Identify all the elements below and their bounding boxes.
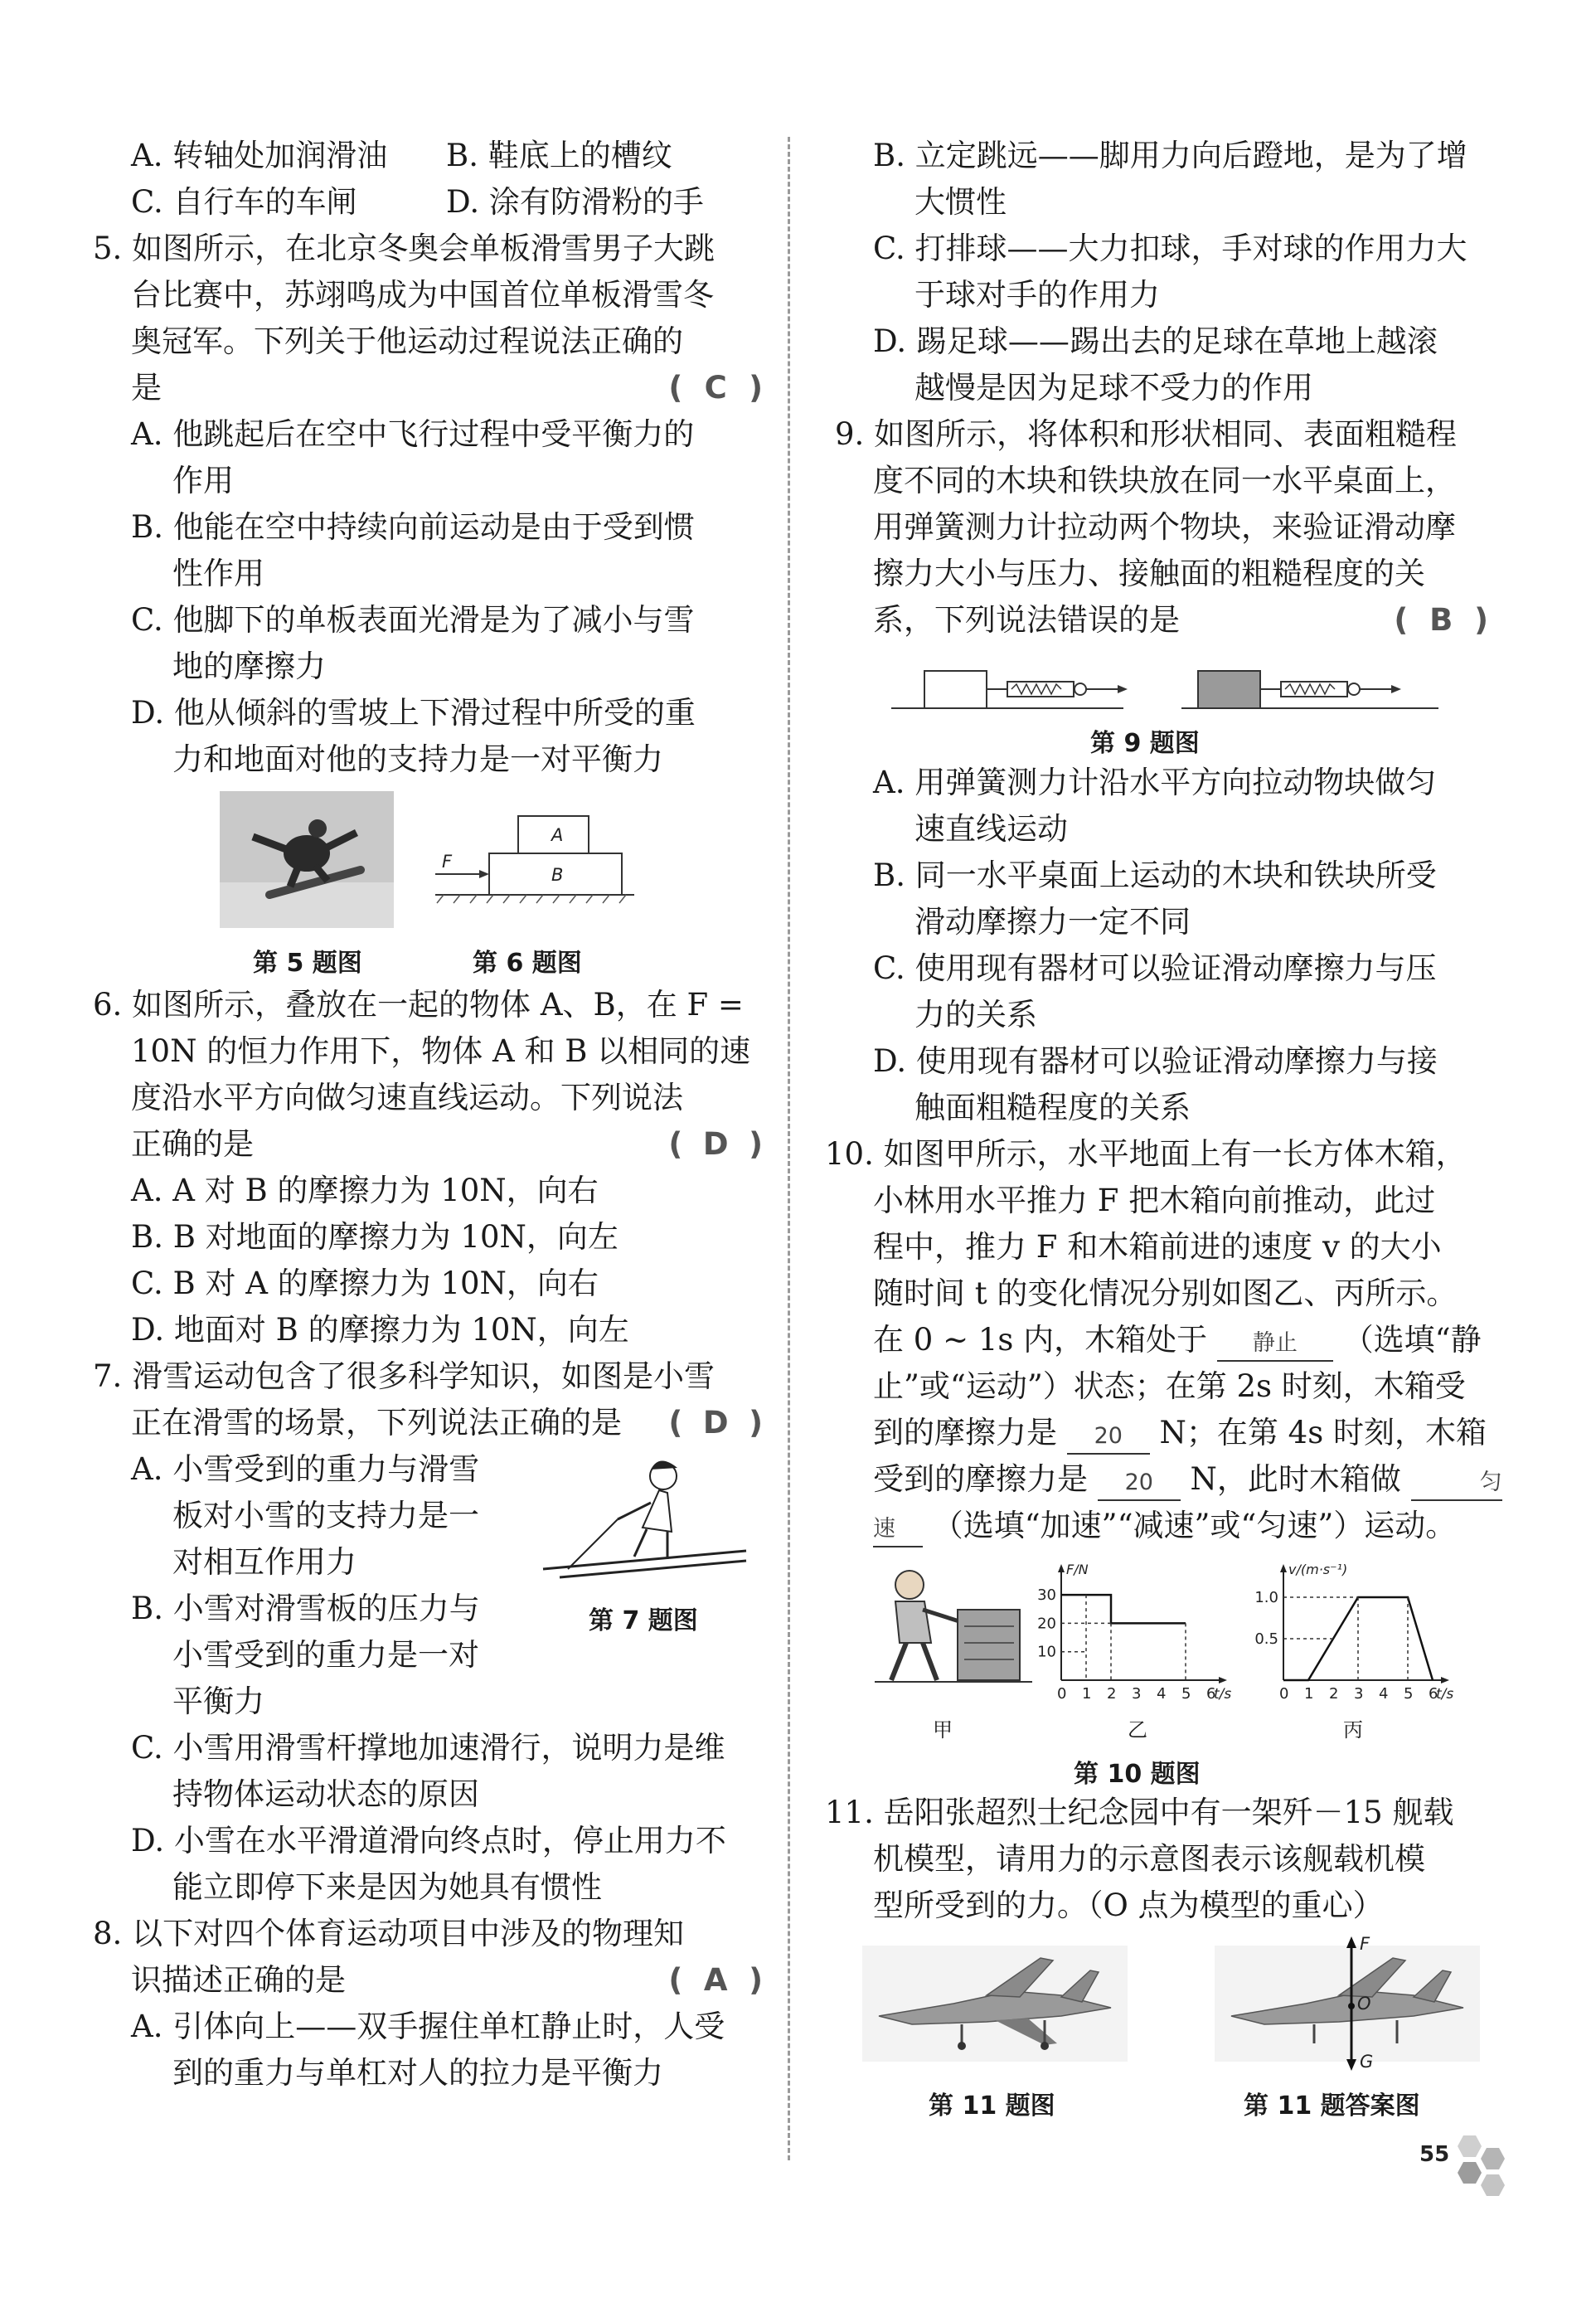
q6-option-d: D. 地面对 B 的摩擦力为 10N，向左: [131, 1312, 629, 1348]
q9-line: 用弹簧测力计拉动两个物块，来验证滑动摩: [873, 509, 1456, 545]
x-tick-label: 5: [1181, 1685, 1191, 1701]
y-axis-arrow: [1280, 1564, 1287, 1572]
q4-option-c: C. 自行车的车闸: [131, 184, 357, 220]
skier-figure: [535, 1453, 759, 1586]
x-axis-label: t/s: [1436, 1686, 1454, 1701]
q5-option-b: B. 他能在空中持续向前运动是由于受到惯: [131, 509, 695, 545]
q4-option-b: B. 鞋底上的槽纹: [446, 138, 672, 173]
q7-option-d-cont: 能立即停下来是因为她具有惯性: [172, 1869, 602, 1905]
y-tick-label: 10: [1037, 1643, 1056, 1661]
q9-option-d: D. 使用现有器材可以验证滑动摩擦力与接: [873, 1043, 1438, 1079]
q8-option-c-cont: 于球对手的作用力: [914, 277, 1160, 313]
x-tick-label: 4: [1379, 1685, 1389, 1701]
q9-line: 擦力大小与压力、接触面的粗糙程度的关: [873, 556, 1425, 591]
q9-option-c-cont: 力的关系: [914, 997, 1037, 1032]
q6-line: 度沿水平方向做匀速直线运动。下列说法: [131, 1080, 683, 1115]
blocks-diagram: [427, 791, 643, 928]
q10-blank-2: 20: [1067, 1420, 1150, 1455]
label-bing: 丙: [1343, 1718, 1363, 1742]
y-axis-label: v/(m·s⁻¹): [1288, 1562, 1348, 1577]
q8-answer: ( A ): [668, 1962, 763, 1998]
q5-line: 是 ( C ): [83, 365, 763, 411]
column-divider: [788, 137, 790, 2160]
q7-option-a: A. 小雪受到的重力与滑雪: [131, 1451, 480, 1487]
x-tick-label: 0: [1279, 1685, 1289, 1701]
q4-option-d: D. 涂有防滑粉的手: [446, 184, 704, 220]
fig-9-caption: 第 9 题图: [1090, 729, 1200, 758]
q5-option-c: C. 他脚下的单板表面光滑是为了减小与雪: [131, 602, 695, 638]
q7-option-c: C. 小雪用滑雪杆撑地加速滑行，说明力是维: [131, 1730, 725, 1766]
left-column: [83, 133, 763, 2096]
q9-option-b-cont: 滑动摩擦力一定不同: [914, 904, 1191, 940]
q10-blank-3: 20: [1098, 1466, 1181, 1501]
fig-5-caption: 第 5 题图: [253, 949, 362, 978]
q7-line: 7. 滑雪运动包含了很多科学知识，如图是小雪: [93, 1358, 716, 1394]
chart-yi: [1028, 1556, 1235, 1701]
q8-option-c: C. 打排球——大力扣球，手对球的作用力大: [873, 231, 1467, 266]
q6-option-b: B. B 对地面的摩擦力为 10N，向左: [131, 1219, 619, 1255]
fig-7-caption: 第 7 题图: [589, 1606, 698, 1635]
q11-line: 11. 岳阳张超烈士纪念园中有一架歼－15 舰载: [825, 1795, 1454, 1830]
pushing-box-figure: [875, 1564, 1032, 1697]
x-tick-label: 1: [1082, 1685, 1092, 1701]
x-tick-label: 1: [1304, 1685, 1314, 1701]
y-tick-label: 30: [1037, 1586, 1056, 1605]
x-tick-label: 6: [1206, 1685, 1216, 1701]
q9-line: 度不同的木块和铁块放在同一水平桌面上，: [873, 463, 1456, 498]
q7-option-c-cont: 持物体运动状态的原因: [172, 1776, 479, 1812]
q7-option-d: D. 小雪在水平滑道滑向终点时，停止用力不: [131, 1823, 726, 1858]
q9-answer: ( B ): [1394, 602, 1488, 638]
q7-option-b: B. 小雪对滑雪板的压力与: [131, 1591, 480, 1626]
q5-option-d: D. 他从倾斜的雪坡上下滑过程中所受的重: [131, 695, 696, 731]
q10-line: 随时间 t 的变化情况分别如图乙、丙所示。: [873, 1275, 1458, 1311]
x-tick-label: 3: [1354, 1685, 1364, 1701]
q9-line: 9. 如图所示，将体积和形状相同、表面粗糙程: [835, 416, 1458, 452]
q9-option-b: B. 同一水平桌面上运动的木块和铁块所受: [873, 857, 1437, 893]
q10-blank-1: 静止: [1217, 1327, 1333, 1362]
x-tick-label: 3: [1132, 1685, 1142, 1701]
q7-line: 正在滑雪的场景，下列说法正确的是 ( D ): [83, 1400, 763, 1446]
hexagon-decoration-icon: [1438, 2131, 1530, 2206]
q8-line: 8. 以下对四个体育运动项目中涉及的物理知: [93, 1916, 685, 1951]
q10-blank-4a: 匀: [1411, 1466, 1502, 1501]
q8-option-d: D. 踢足球——踢出去的足球在草地上越滚: [873, 323, 1438, 359]
q7-option-b-cont: 小雪受到的重力是一对: [172, 1637, 479, 1673]
fig-6-caption: 第 6 题图: [473, 949, 582, 978]
x-axis-label: t/s: [1214, 1686, 1232, 1701]
q9-line: 系，下列说法错误的是 ( B ): [825, 597, 1488, 644]
x-tick-label: 0: [1057, 1685, 1067, 1701]
q10-line: 小林用水平推力 F 把木箱向前推动，此过: [873, 1183, 1436, 1218]
q11-line: 型所受到的力。（O 点为模型的重心）: [873, 1887, 1384, 1923]
q8-option-a-cont: 到的重力与单杠对人的拉力是平衡力: [172, 2055, 663, 2091]
q8-line: 识描述正确的是 ( A ): [83, 1957, 763, 2004]
q6-line: 10N 的恒力作用下，物体 A 和 B 以相同的速: [131, 1033, 751, 1069]
fig-10: [825, 1549, 1488, 1789]
friction-setup-diagram: [842, 650, 1488, 717]
q7-option-b-cont: 平衡力: [172, 1683, 264, 1719]
x-tick-label: 2: [1107, 1685, 1117, 1701]
jet-model-figure: [862, 1946, 1128, 2062]
fig-10-caption: 第 10 题图: [1074, 1760, 1201, 1789]
q5-option-a-cont: 作用: [172, 463, 234, 498]
q7-options-with-figure: [83, 1446, 763, 1725]
label-f-support: F: [1360, 1934, 1370, 1954]
q9-option-d-cont: 触面粗糙程度的关系: [914, 1090, 1191, 1125]
fig-5-6: [83, 783, 763, 982]
q10-line: 止”或“运动”）状态；在第 2s 时刻，木箱受: [873, 1368, 1466, 1404]
x-tick-label: 5: [1404, 1685, 1414, 1701]
q10-line: 到的摩擦力是 20 N；在第 4s 时刻，木箱: [825, 1410, 1488, 1456]
chart-bing: [1244, 1556, 1459, 1701]
q5-line: 台比赛中，苏翊鸣成为中国首位单板滑雪冬: [131, 277, 714, 313]
fig-11-caption: 第 11 题图: [929, 2092, 1055, 2121]
q4-option-a: A. 转轴处加润滑油: [131, 138, 388, 173]
x-axis-arrow: [1441, 1677, 1449, 1683]
q8-option-b: B. 立定跳远——脚用力向后蹬地，是为了增: [873, 138, 1467, 173]
y-axis-label: F/N: [1066, 1562, 1089, 1577]
jet-model-answer-figure: [1215, 1933, 1480, 2074]
q5-option-a: A. 他跳起后在空中飞行过程中受平衡力的: [131, 416, 695, 452]
y-tick-label: 1.0: [1254, 1589, 1278, 1606]
q6-option-a: A. A 对 B 的摩擦力为 10N，向右: [131, 1173, 599, 1208]
x-tick-label: 6: [1429, 1685, 1438, 1701]
q9-option-a-cont: 速直线运动: [914, 811, 1068, 847]
q8-option-d-cont: 越慢是因为足球不受力的作用: [914, 370, 1313, 406]
x-axis-arrow: [1219, 1677, 1227, 1683]
q5-option-c-cont: 地的摩擦力: [172, 649, 326, 684]
label-jia: 甲: [933, 1718, 953, 1742]
q4-options-cd: [83, 179, 763, 226]
q7-answer: ( D ): [668, 1405, 763, 1441]
q5-line: 5. 如图所示，在北京冬奥会单板滑雪男子大跳: [93, 231, 716, 266]
q5-answer: ( C ): [668, 370, 763, 406]
q5-option-b-cont: 性作用: [172, 556, 264, 591]
q8-option-b-cont: 大惯性: [914, 184, 1007, 220]
label-yi: 乙: [1128, 1718, 1147, 1742]
fig-9: [825, 644, 1488, 760]
q9-option-a: A. 用弹簧测力计沿水平方向拉动物块做匀: [873, 765, 1437, 800]
q10-line: 速 （选填“加速”“减速”或“匀速”）运动。: [825, 1503, 1488, 1549]
label-f: F: [442, 852, 453, 872]
x-tick-label: 4: [1157, 1685, 1167, 1701]
label-a: A: [551, 825, 564, 845]
q10-line: 受到的摩擦力是 20 N，此时木箱做 匀: [825, 1456, 1488, 1503]
q6-option-c: C. B 对 A 的摩擦力为 10N，向右: [131, 1266, 599, 1301]
right-column: [825, 133, 1502, 2121]
series-line: [1061, 1595, 1186, 1623]
q6-answer: ( D ): [668, 1126, 763, 1162]
label-g: G: [1360, 2052, 1374, 2072]
q7-option-a-cont: 板对小雪的支持力是一: [172, 1498, 479, 1533]
y-tick-label: 0.5: [1254, 1630, 1278, 1648]
y-tick-label: 20: [1037, 1615, 1056, 1633]
q9-option-c: C. 使用现有器材可以验证滑动摩擦力与压: [873, 950, 1437, 986]
fig-11-answer-caption: 第 11 题答案图: [1244, 2092, 1420, 2121]
q8-option-a: A. 引体向上——双手握住单杠静止时，人受: [131, 2009, 725, 2044]
q10-line: 10. 如图甲所示，水平地面上有一长方体木箱，: [825, 1136, 1467, 1172]
snowboarder-photo: [220, 791, 394, 928]
x-tick-label: 2: [1329, 1685, 1339, 1701]
fig-11: [825, 1929, 1488, 2120]
q5-line: 奥冠军。下列关于他运动过程说法正确的: [131, 323, 683, 359]
q6-line: 正确的是 ( D ): [83, 1121, 763, 1168]
page-number: 55: [1419, 2142, 1450, 2167]
q5-option-d-cont: 力和地面对他的支持力是一对平衡力: [172, 741, 663, 777]
q4-options-ab: [83, 133, 763, 179]
q7-option-a-cont: 对相互作用力: [172, 1544, 357, 1580]
q11-line: 机模型，请用力的示意图表示该舰载机模: [873, 1841, 1425, 1877]
q10-line: 在 0 ~ 1s 内，木箱处于 静止 （选填“静: [825, 1317, 1488, 1363]
q10-line: 程中，推力 F 和木箱前进的速度 v 的大小: [873, 1229, 1442, 1265]
label-b: B: [551, 865, 564, 885]
label-o: O: [1357, 1994, 1371, 2014]
y-axis-arrow: [1058, 1564, 1065, 1572]
q6-line: 6. 如图所示，叠放在一起的物体 A、B，在 F =: [93, 987, 744, 1023]
q10-blank-4b: 速: [873, 1513, 923, 1547]
